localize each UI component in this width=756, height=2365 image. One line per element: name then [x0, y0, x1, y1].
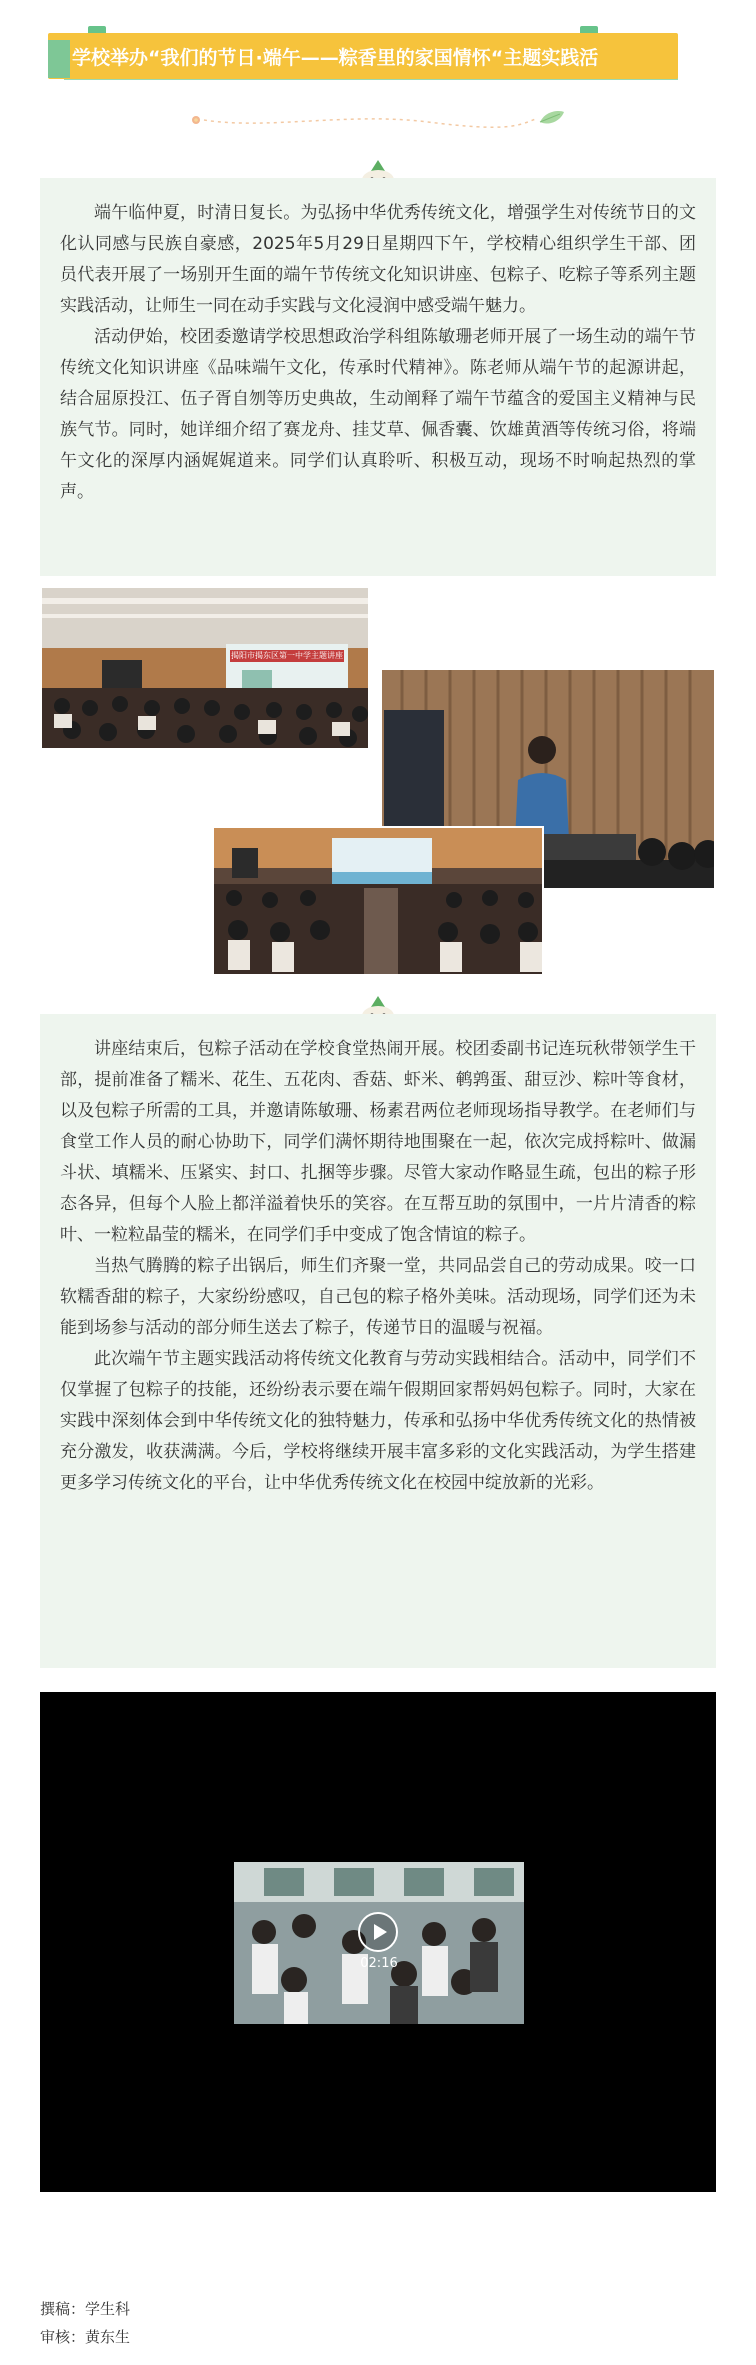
paragraph: 此次端午节主题实践活动将传统文化教育与劳动实践相结合。活动中，同学们不仅掌握了包粽子的技能，还纷纷表示要在端午假期回家帮妈妈包粽子。同时，大家在实践中深刻体会到中华传统文化的独特魅力，传承和弘扬中华优秀传统文化的热情被充分激发，收获满满。今后，学校将继续开展丰富多彩的文化实践活动，为学生搭建更多学习传统文化的平台，让中华优秀传统文化在校园中绽放新的光彩。	[60, 1349, 696, 1493]
paragraph: 当热气腾腾的粽子出锅后，师生们齐聚一堂，共同品尝自己的劳动成果。咬一口软糯香甜的粽子，大家纷纷感叹，自己包的粽子格外美味。活动现场，同学们还为未能到场参与活动的部分师生送去了粽子，传递节日的温暖与祝福。	[60, 1256, 696, 1338]
intro-text-card	[40, 178, 716, 576]
video-player[interactable]	[40, 1692, 716, 2192]
banner-accent	[48, 40, 70, 78]
paragraph: 活动伊始，校团委邀请学校思想政治学科组陈敏珊老师开展了一场生动的端午节传统文化知识讲座《品味端午文化，传承时代精神》。陈老师从端午节的起源讲起，结合屈原投江、伍子胥自刎等历史典故，生动阐释了端午节蕴含的爱国主义精神与民族气节。同时，她详细介绍了赛龙舟、挂艾草、佩香囊、饮雄黄酒等传统习俗，将端午文化的深厚内涵娓娓道来。同学们认真聆听、积极互动，现场不时响起热烈的掌声。	[60, 327, 696, 502]
leaf-icon	[540, 111, 564, 124]
reviewer-credit: 审核：黄东生	[40, 2328, 131, 2346]
lecture-hall-photo	[40, 586, 370, 750]
video-thumbnail[interactable]	[234, 1862, 524, 2024]
students-audience-photo	[212, 826, 544, 976]
flower-icon	[192, 116, 200, 124]
paragraph: 端午临仲夏，时清日复长。为弘扬中华优秀传统文化，增强学生对传统节日的文化认同感与民族自豪感，2025年5月29日星期四下午，学校精心组织学生干部、团员代表开展了一场别开生面的端午节传统文化知识讲座、包粽子、吃粽子等系列主题实践活动，让师生一同在动手实践与文化浸润中感受端午魅力。	[60, 203, 696, 316]
decorative-divider	[188, 108, 568, 132]
play-icon[interactable]	[358, 1912, 398, 1952]
activity-text-card	[40, 1014, 716, 1668]
photo-banner-text: 揭阳市揭东区第一中学主题讲座	[231, 651, 343, 660]
page-title: 学校举办“我们的节日·端午——粽香里的家国情怀“主题实践活	[72, 47, 599, 69]
paragraph: 讲座结束后，包粽子活动在学校食堂热闹开展。校团委副书记连玩秋带领学生干部，提前准备了糯米、花生、五花肉、香菇、虾米、鹌鹑蛋、甜豆沙、粽叶等食材，以及包粽子所需的工具，并邀请陈敏珊、杨素君两位老师现场指导教学。在老师们与食堂工作人员的耐心协助下，同学们满怀期待地围聚在一起，依次完成捋粽叶、做漏斗状、填糯米、压紧实、封口、扎捆等步骤。尽管大家动作略显生疏，包出的粽子形态各异，但每个人脸上都洋溢着快乐的笑容。在互帮互助的氛围中，一片片清香的粽叶、一粒粒晶莹的糯米，在同学们手中变成了饱含情谊的粽子。	[60, 1039, 696, 1245]
video-duration: 02:16	[360, 1956, 398, 1971]
author-credit: 撰稿：学生科	[40, 2300, 131, 2318]
